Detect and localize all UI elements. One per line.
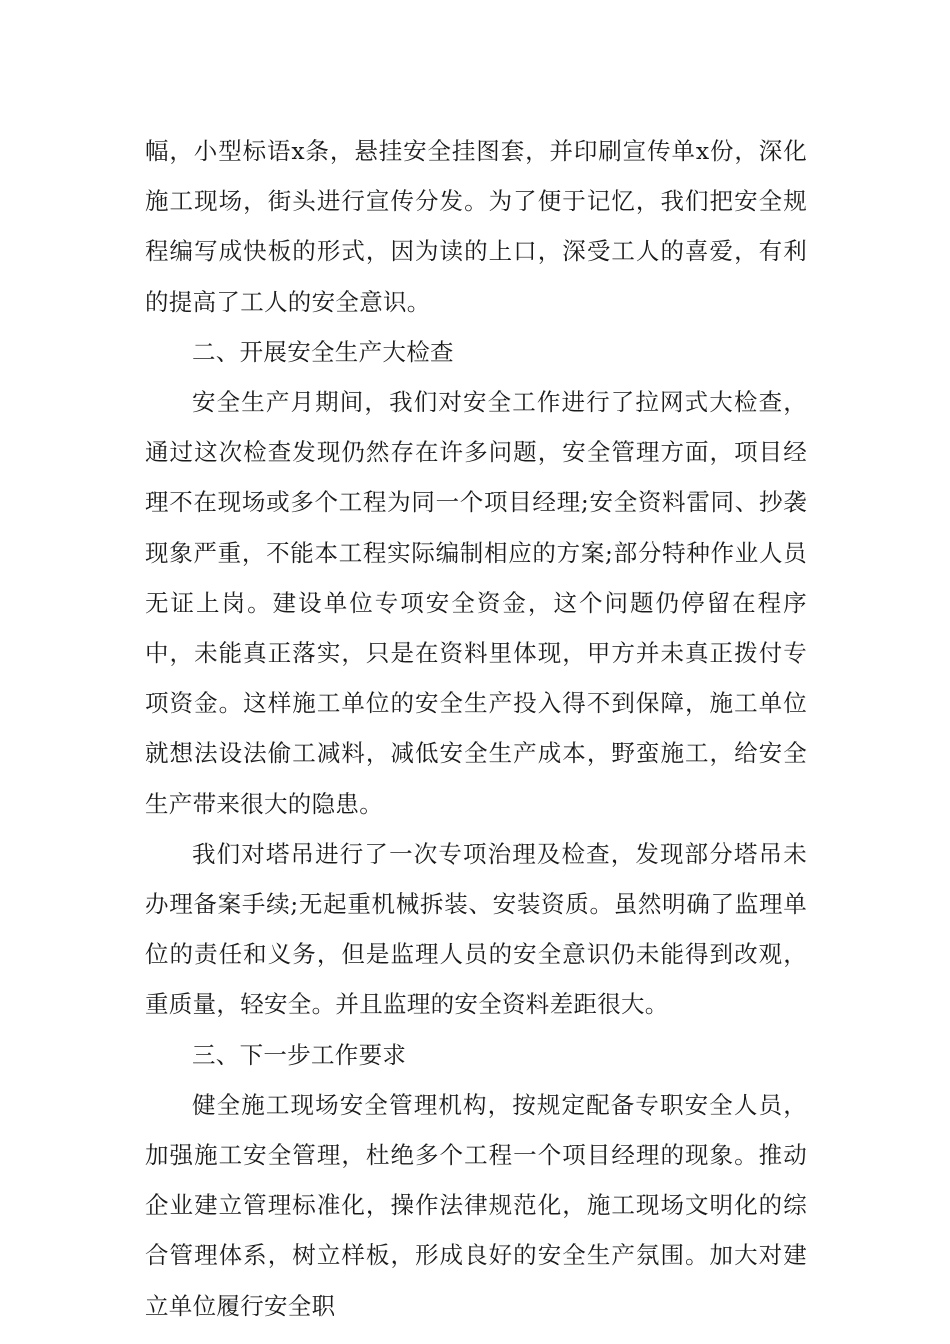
paragraph-inspection: 安全生产月期间，我们对安全工作进行了拉网式大检查，通过这次检查发现仍然存在许多问题，安全管理方面，项目经理不在现场或多个工程为同一个项目经理;安全资料雷同、抄袭现象严重，不能本工程实际编制相应的方案;部分特种作业人员无证上岗。建设单位专项安全资金，这个问题仍停留在程序中，未能真正落实，只是在资料里体现，甲方并未真正拨付专项资金。这样施工单位的安全生产投入得不到保障，施工单位就想法设法偷工减料，减低安全生产成本，野蛮施工，给安全生产带来很大的隐患。 — [145, 388, 807, 818]
section-heading-3: 三、下一步工作要求 — [192, 1040, 407, 1069]
paragraph-continuation: 幅，小型标语x条，悬挂安全挂图套，并印刷宣传单x份，深化施工现场，街头进行宣传分发。为了便于记忆，我们把安全规程编写成快板的形式，因为读的上口，深受工人的喜爱，有利的提高了工人的安全意识。 — [145, 137, 807, 316]
section-heading-2: 二、开展安全生产大检查 — [192, 337, 454, 366]
paragraph-tower-crane: 我们对塔吊进行了一次专项治理及检查，发现部分塔吊未办理备案手续;无起重机械拆装、安装资质。虽然明确了监理单位的责任和义务，但是监理人员的安全意识仍未能得到改观，重质量，轻安全。并且监理的安全资料差距很大。 — [145, 839, 807, 1019]
paragraph-requirements: 健全施工现场安全管理机构，按规定配备专职安全人员，加强施工安全管理，杜绝多个工程一个项目经理的现象。推动企业建立管理标准化，操作法律规范化，施工现场文明化的综合管理体系，树立样板，形成良好的安全生产氛围。加大对建立单位履行安全职 — [145, 1090, 807, 1320]
document-body — [145, 126, 807, 1331]
